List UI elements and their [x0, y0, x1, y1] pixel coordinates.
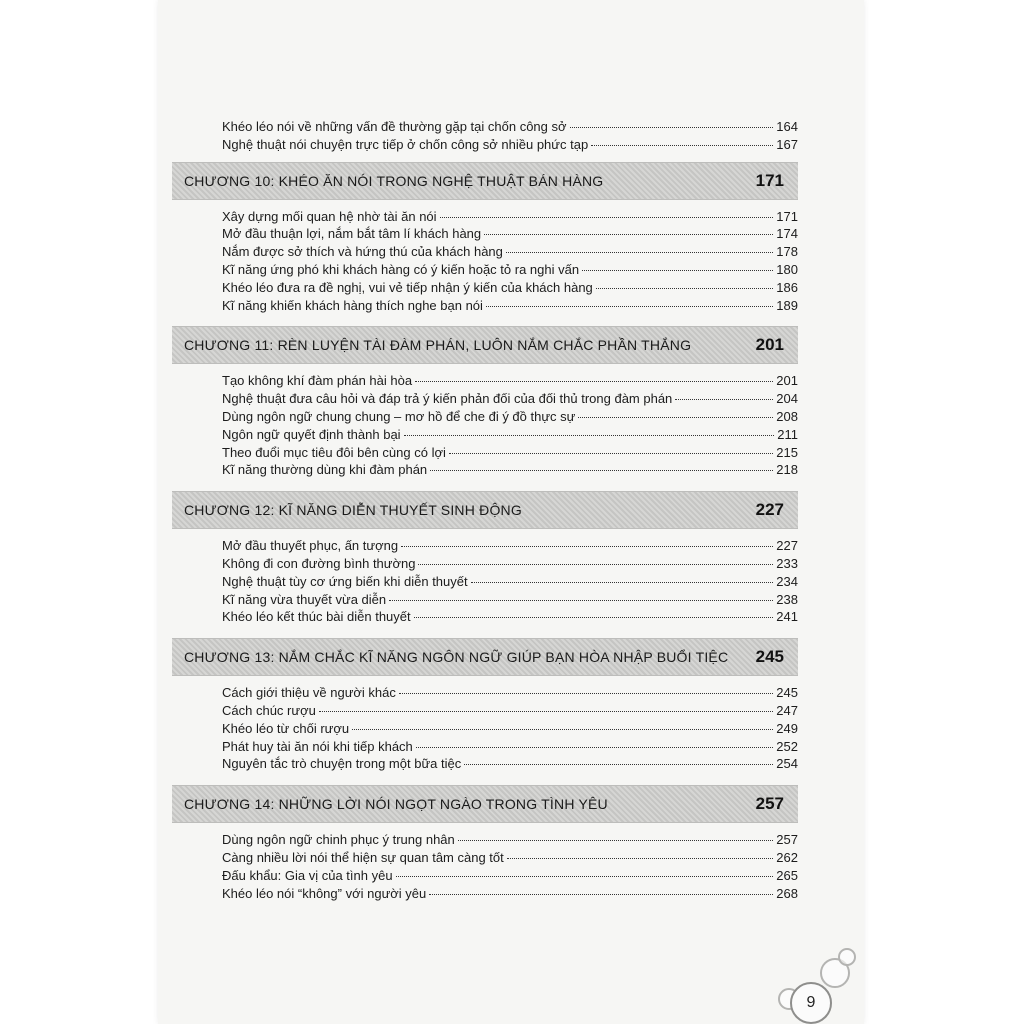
toc-entry — [222, 755, 798, 773]
toc-entry — [222, 684, 798, 702]
toc-entry — [222, 573, 798, 591]
dot-leader — [352, 729, 773, 730]
entry-page-number: 249 — [776, 720, 798, 736]
entry-page-number: 234 — [776, 573, 798, 589]
chapter-title: CHƯƠNG 12: KĨ NĂNG DIỄN THUYẾT SINH ĐỘNG — [184, 502, 522, 519]
toc-entry — [222, 867, 798, 885]
chapter-page-number: 201 — [755, 335, 784, 355]
entry-title: Khéo léo từ chối rượu — [222, 720, 350, 736]
entry-page-number: 186 — [776, 279, 798, 295]
dot-leader — [578, 417, 773, 418]
toc-entry — [222, 738, 798, 756]
entry-title: Xây dựng mối quan hệ nhờ tài ăn nói — [222, 208, 437, 224]
toc-entry — [222, 390, 798, 408]
chapter-block — [172, 491, 798, 626]
entry-page-number: 215 — [776, 444, 798, 460]
entry-title: Phát huy tài ăn nói khi tiếp khách — [222, 738, 413, 754]
chapter-title: CHƯƠNG 10: KHÉO ĂN NÓI TRONG NGHỆ THUẬT BÁN HÀNG — [184, 172, 604, 189]
entry-title: Không đi con đường bình thường — [222, 555, 416, 571]
entry-page-number: 171 — [776, 208, 798, 224]
toc-entry — [222, 537, 798, 555]
toc-entry — [222, 702, 798, 720]
dot-leader — [675, 399, 773, 400]
dot-leader — [399, 693, 773, 694]
entry-title: Dùng ngôn ngữ chinh phục ý trung nhân — [222, 832, 455, 848]
chapter-title: CHƯƠNG 13: NẮM CHẮC KĨ NĂNG NGÔN NGỮ GIÚP BẠN HÒA NHẬP BUỔI TIỆC — [184, 649, 729, 666]
entry-page-number: 174 — [776, 226, 798, 242]
toc-entry — [222, 849, 798, 867]
dot-leader — [430, 470, 773, 471]
entry-page-number: 257 — [776, 832, 798, 848]
entry-page-number: 265 — [776, 867, 798, 883]
dot-leader — [440, 217, 774, 218]
entry-title: Nghệ thuật nói chuyện trực tiếp ở chốn công sở nhiều phức tạp — [222, 136, 589, 152]
chapter-banner — [172, 638, 798, 676]
chapter-block — [172, 162, 798, 315]
entry-page-number: 189 — [776, 297, 798, 313]
chapter-entry-list — [172, 208, 798, 315]
dot-leader — [464, 764, 773, 765]
intro-section — [172, 118, 798, 154]
entry-page-number: 218 — [776, 462, 798, 478]
chapter-page-number: 245 — [755, 647, 784, 667]
dot-leader — [401, 546, 773, 547]
entry-title: Nghệ thuật đưa câu hỏi và đáp trả ý kiến phản đối của đối thủ trong đàm phán — [222, 391, 673, 407]
entry-page-number: 233 — [776, 555, 798, 571]
toc-entry — [222, 591, 798, 609]
entry-title: Ngôn ngữ quyết định thành bại — [222, 426, 401, 442]
toc-entry — [222, 831, 798, 849]
dot-leader — [582, 270, 773, 271]
entry-title: Càng nhiều lời nói thể hiện sự quan tâm càng tốt — [222, 849, 504, 865]
chapter-entry-list — [172, 537, 798, 626]
chapter-list — [172, 162, 798, 903]
dot-leader — [570, 127, 774, 128]
chapter-page-number: 227 — [755, 500, 784, 520]
entry-page-number: 262 — [776, 849, 798, 865]
chapter-block — [172, 785, 798, 902]
entry-title: Nắm được sở thích và hứng thú của khách hàng — [222, 244, 503, 260]
dot-leader — [596, 288, 774, 289]
entry-page-number: 254 — [776, 756, 798, 772]
entry-page-number: 247 — [776, 702, 798, 718]
dot-leader — [507, 858, 774, 859]
entry-page-number: 180 — [776, 261, 798, 277]
entry-title: Mở đầu thuyết phục, ấn tượng — [222, 538, 399, 554]
entry-page-number: 227 — [776, 538, 798, 554]
chapter-block — [172, 638, 798, 773]
entry-title: Kĩ năng thường dùng khi đàm phán — [222, 462, 428, 478]
entry-page-number: 241 — [776, 609, 798, 625]
chapter-page-number: 257 — [755, 794, 784, 814]
intro-entry-list — [172, 118, 798, 154]
entry-title: Khéo léo nói về những vấn đề thường gặp tại chốn công sở — [222, 119, 567, 134]
dot-leader — [449, 453, 773, 454]
entry-title: Dùng ngôn ngữ chung chung – mơ hồ để che đi ý đồ thực sự — [222, 408, 576, 424]
chapter-entry-list — [172, 372, 798, 479]
entry-title: Mở đầu thuận lợi, nắm bắt tâm lí khách hàng — [222, 226, 482, 242]
toc-entry — [222, 225, 798, 243]
entry-title: Nghệ thuật tùy cơ ứng biến khi diễn thuyết — [222, 573, 468, 589]
entry-title: Kĩ năng khiến khách hàng thích nghe bạn nói — [222, 297, 483, 313]
chapter-block — [172, 326, 798, 479]
toc-entry — [222, 136, 798, 154]
toc-entry — [222, 720, 798, 738]
chapter-banner — [172, 162, 798, 200]
toc-entry — [222, 885, 798, 903]
toc-entry — [222, 372, 798, 390]
dot-leader — [416, 747, 774, 748]
entry-page-number: 208 — [776, 408, 798, 424]
toc-entry — [222, 279, 798, 297]
dot-leader — [396, 876, 774, 877]
entry-title: Kĩ năng vừa thuyết vừa diễn — [222, 591, 387, 607]
toc-entry — [222, 461, 798, 479]
dot-leader — [484, 234, 773, 235]
decorative-bubble — [838, 948, 856, 966]
entry-title: Nguyên tắc trò chuyện trong một bữa tiệc — [222, 756, 462, 772]
dot-leader — [506, 252, 773, 253]
entry-page-number: 238 — [776, 591, 798, 607]
dot-leader — [471, 582, 774, 583]
chapter-title: CHƯƠNG 14: NHỮNG LỜI NÓI NGỌT NGÀO TRONG TÌNH YÊU — [184, 796, 608, 813]
chapter-entry-list — [172, 831, 798, 902]
dot-leader — [389, 600, 773, 601]
toc-entry — [222, 261, 798, 279]
toc-entry — [222, 426, 798, 444]
entry-page-number: 245 — [776, 685, 798, 701]
entry-page-number: 201 — [776, 373, 798, 389]
entry-title: Kĩ năng ứng phó khi khách hàng có ý kiến hoặc tỏ ra nghi vấn — [222, 261, 580, 277]
chapter-title: CHƯƠNG 11: RÈN LUYỆN TÀI ĐÀM PHÁN, LUÔN NẮM CHẮC PHẦN THẮNG — [184, 337, 692, 354]
dot-leader — [486, 306, 773, 307]
entry-page-number: 211 — [777, 426, 798, 442]
table-of-contents — [172, 118, 798, 914]
entry-page-number: 268 — [776, 885, 798, 901]
chapter-banner — [172, 491, 798, 529]
dot-leader — [458, 840, 774, 841]
entry-title: Khéo léo đưa ra đề nghị, vui vẻ tiếp nhận ý kiến của khách hàng — [222, 279, 593, 295]
dot-leader — [319, 711, 773, 712]
dot-leader — [429, 894, 773, 895]
dot-leader — [414, 617, 774, 618]
toc-entry — [222, 118, 798, 136]
toc-entry — [222, 297, 798, 315]
entry-title: Tạo không khí đàm phán hài hòa — [222, 373, 413, 389]
entry-title: Theo đuổi mục tiêu đôi bên cùng có lợi — [222, 444, 446, 460]
entry-title: Đấu khẩu: Gia vị của tình yêu — [222, 867, 393, 883]
entry-page-number: 204 — [776, 391, 798, 407]
page-number-badge — [790, 982, 832, 1024]
entry-page-number: 164 — [776, 119, 798, 134]
dot-leader — [415, 381, 773, 382]
entry-page-number: 178 — [776, 244, 798, 260]
entry-title: Khéo léo kết thúc bài diễn thuyết — [222, 609, 411, 625]
entry-page-number: 167 — [776, 136, 798, 152]
toc-entry — [222, 608, 798, 626]
toc-entry — [222, 243, 798, 261]
dot-leader — [404, 435, 775, 436]
dot-leader — [591, 145, 773, 146]
chapter-page-number: 171 — [755, 170, 784, 190]
entry-page-number: 252 — [776, 738, 798, 754]
entry-title: Cách giới thiệu về người khác — [222, 685, 396, 701]
toc-entry — [222, 444, 798, 462]
entry-title: Khéo léo nói “không” với người yêu — [222, 885, 427, 901]
entry-title: Cách chúc rượu — [222, 702, 316, 718]
toc-entry — [222, 408, 798, 426]
dot-leader — [418, 564, 773, 565]
chapter-entry-list — [172, 684, 798, 773]
toc-entry — [222, 555, 798, 573]
chapter-banner — [172, 785, 798, 823]
toc-entry — [222, 208, 798, 226]
chapter-banner — [172, 326, 798, 364]
page-number: 9 — [806, 994, 816, 1011]
